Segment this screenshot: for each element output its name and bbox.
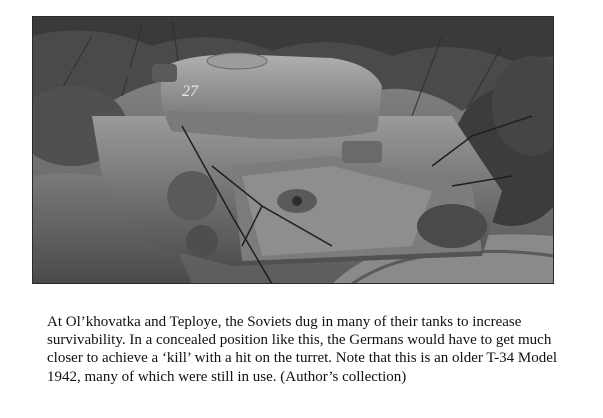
tank-photo-graphic	[32, 16, 554, 284]
turret-number: 27	[182, 83, 198, 100]
tank-photograph	[32, 16, 554, 284]
photo-caption: At Ol’khovatka and Teploye, the Soviets dug in many of their tanks to increase survivability. In a concealed position like this, the Germans would have to get much closer to achieve a ‘kill’ with a hit on the turret. Note that this is an older T-34 Model 1942, many of which were still in use. (Author’s collection)	[47, 314, 558, 385]
